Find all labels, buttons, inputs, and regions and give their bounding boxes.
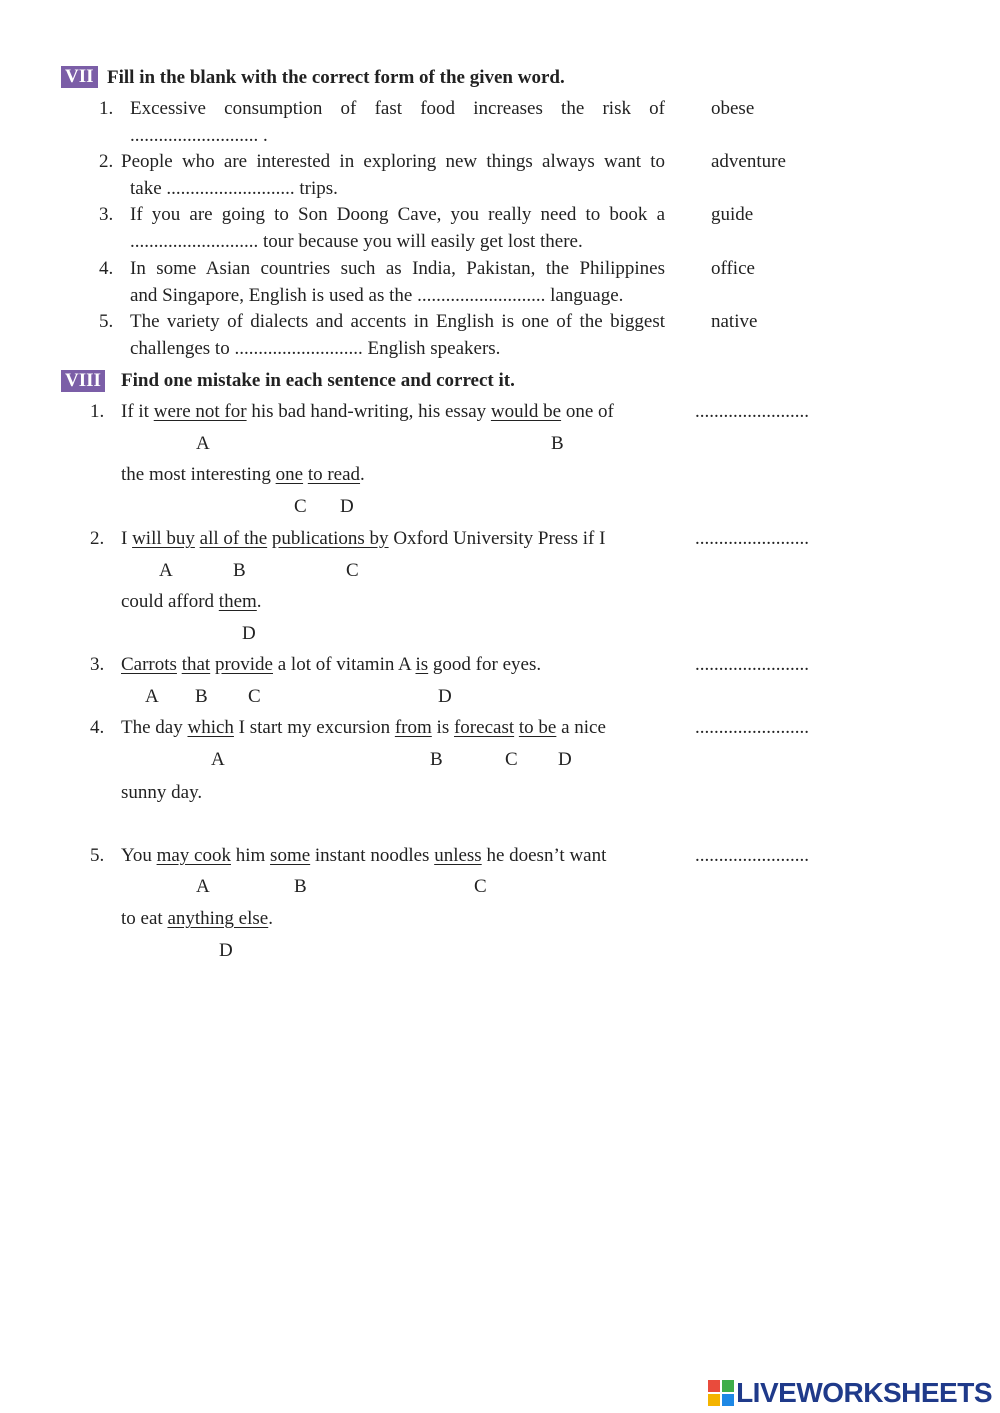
s8-q4-label-c: C bbox=[505, 749, 518, 770]
s7-item-5-blank[interactable]: challenges to ........................... English speakers. bbox=[130, 337, 501, 359]
s8-q3-label-b: B bbox=[195, 686, 208, 707]
s8-q1-label-b: B bbox=[551, 433, 564, 454]
section-7-title: Fill in the blank with the correct form of the given word. bbox=[107, 67, 565, 88]
liveworksheets-logo-icon bbox=[708, 1380, 734, 1406]
s7-item-4-text: In some Asian countries such as India, Pakistan, the Philippines and Singapore, English is used as the ........................... language. bbox=[130, 256, 665, 309]
s7-item-3-number: 3. bbox=[99, 204, 114, 225]
s8-q1-answer-blank[interactable]: ........................ bbox=[695, 401, 809, 422]
s7-item-1-word: obese bbox=[711, 98, 755, 119]
s8-q5-label-a: A bbox=[196, 876, 210, 897]
s8-q2-label-d: D bbox=[242, 623, 256, 644]
liveworksheets-logo bbox=[708, 1377, 992, 1409]
s8-q5-answer-blank[interactable]: ........................ bbox=[695, 845, 809, 866]
s7-item-3-blank[interactable]: ........................... tour because you will easily get lost there. bbox=[130, 230, 583, 252]
s8-q2-line1: I will buy all of the publications by Oxford University Press if I bbox=[121, 528, 606, 549]
s7-item-5-word: native bbox=[711, 311, 758, 332]
s8-q2-number: 2. bbox=[90, 528, 105, 549]
s8-q4-label-a: A bbox=[211, 749, 225, 770]
s8-q5-label-c: C bbox=[474, 876, 487, 897]
s7-item-5-text: The variety of dialects and accents in English is one of the biggest challenges to ........................... English speakers. bbox=[130, 309, 665, 362]
s8-q5-label-b: B bbox=[294, 876, 307, 897]
s8-q5-line2: to eat anything else. bbox=[121, 908, 273, 929]
s7-item-2-number: 2. bbox=[99, 151, 114, 172]
s8-q2-label-c: C bbox=[346, 560, 359, 581]
liveworksheets-logo-text: LIVEWORKSHEETS bbox=[736, 1377, 992, 1408]
section-8-title: Find one mistake in each sentence and correct it. bbox=[121, 370, 515, 391]
s7-item-1-number: 1. bbox=[99, 98, 114, 119]
s7-item-3-text: If you are going to Son Doong Cave, you really need to book a ........................... tour because you will easily get lost there. bbox=[130, 202, 665, 255]
s8-q2-line2: could afford them. bbox=[121, 591, 262, 612]
s8-q1-line1: If it were not for his bad hand-writing, his essay would be one of bbox=[121, 401, 614, 422]
s7-item-1-blank[interactable]: ........................... . bbox=[130, 124, 268, 146]
s8-q4-line1: The day which I start my excursion from is forecast to be a nice bbox=[121, 717, 606, 738]
s7-item-2-blank[interactable]: take ........................... trips. bbox=[130, 177, 338, 199]
s8-q3-line1: Carrots that provide a lot of vitamin A is good for eyes. bbox=[121, 654, 542, 675]
s7-item-2-text: People who are interested in exploring new things always want to take ........................... trips. bbox=[121, 149, 665, 202]
section-7-badge: VII bbox=[61, 66, 98, 88]
s7-item-5-number: 5. bbox=[99, 311, 114, 332]
s8-q1-label-d: D bbox=[340, 496, 354, 517]
s8-q1-number: 1. bbox=[90, 401, 105, 422]
s8-q4-number: 4. bbox=[90, 717, 105, 738]
s8-q3-answer-blank[interactable]: ........................ bbox=[695, 654, 809, 675]
s8-q2-label-a: A bbox=[159, 560, 173, 581]
s8-q3-label-c: C bbox=[248, 686, 261, 707]
s7-item-2-word: adventure bbox=[711, 151, 786, 172]
s8-q2-answer-blank[interactable]: ........................ bbox=[695, 528, 809, 549]
s8-q5-label-d: D bbox=[219, 940, 233, 961]
s7-item-4-word: office bbox=[711, 258, 755, 279]
s7-item-1-text: Excessive consumption of fast food increases the risk of ........................... . bbox=[130, 96, 665, 149]
s8-q4-line2: sunny day. bbox=[121, 782, 203, 803]
s8-q2-label-b: B bbox=[233, 560, 246, 581]
s8-q4-label-b: B bbox=[430, 749, 443, 770]
s8-q5-line1: You may cook him some instant noodles unless he doesn’t want bbox=[121, 845, 607, 866]
s8-q1-label-c: C bbox=[294, 496, 307, 517]
s7-item-4-blank[interactable]: and Singapore, English is used as the ........................... language. bbox=[130, 284, 624, 306]
s8-q3-number: 3. bbox=[90, 654, 105, 675]
s7-item-3-word: guide bbox=[711, 204, 754, 225]
s8-q3-label-a: A bbox=[145, 686, 159, 707]
s7-item-4-number: 4. bbox=[99, 258, 114, 279]
s8-q1-line2: the most interesting one to read. bbox=[121, 464, 365, 485]
s8-q3-label-d: D bbox=[438, 686, 452, 707]
section-8-badge: VIII bbox=[61, 370, 105, 392]
s8-q4-answer-blank[interactable]: ........................ bbox=[695, 717, 809, 738]
s8-q5-number: 5. bbox=[90, 845, 105, 866]
s8-q1-label-a: A bbox=[196, 433, 210, 454]
s8-q4-label-d: D bbox=[558, 749, 572, 770]
